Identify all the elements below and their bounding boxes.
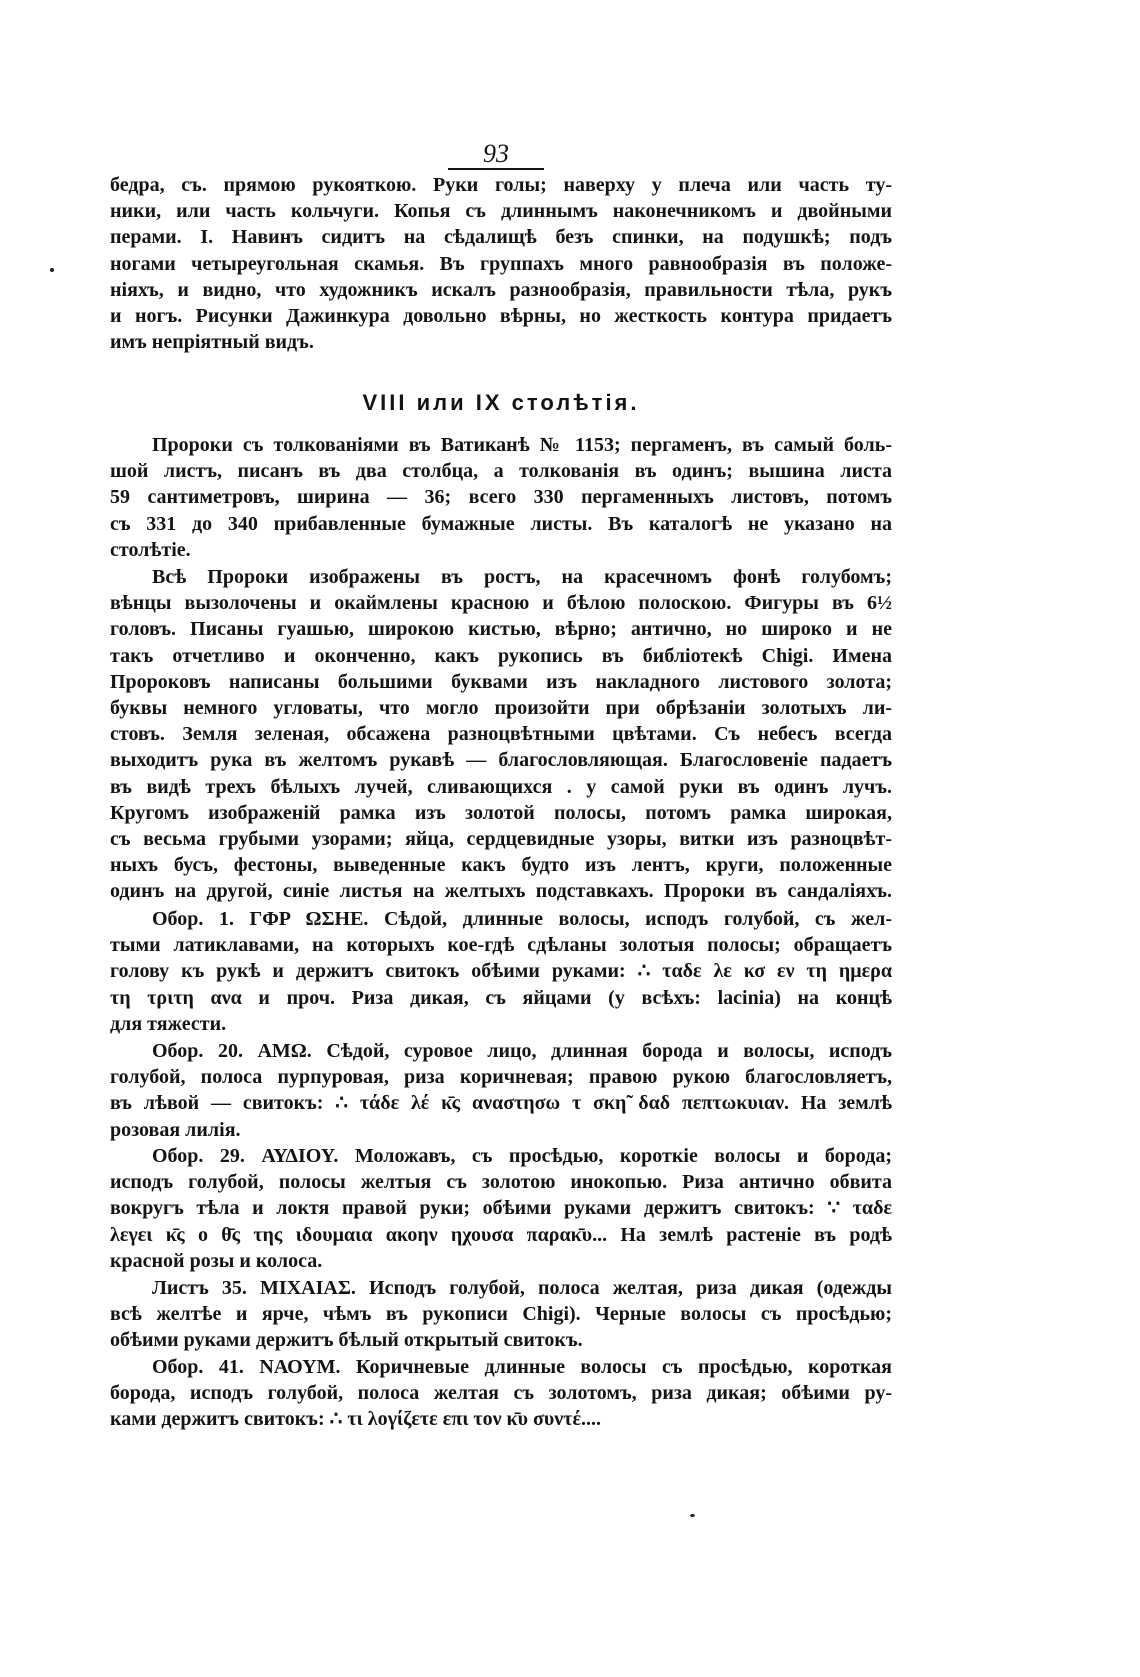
text-line: вѣнцы вызолочены и окаймлены красною и бѣлою полоскою. Фигуры въ 6½ [110,592,892,615]
text-line: 59 сантиметровъ, ширина — 36; всего 330 пергаменныхъ листовъ, потомъ [110,486,892,509]
text-line: Пророки съ толкованіями въ Ватиканѣ № 1153; пергаменъ, въ самый боль- [152,434,892,456]
paragraph-4 [110,906,892,1037]
text-line: тыми латиклавами, на которыхъ кое-гдѣ сдѣланы золотыя полосы; обращаетъ [110,934,892,957]
paragraph-2 [110,432,892,563]
text-line: для тяжести. [110,1012,227,1035]
text-line: Кругомъ изображеній рамка изъ золотой полосы, потомъ рамка широкая, [110,801,892,824]
section-heading: VIII или IX столѣтія. [362,390,640,415]
text-line: обѣими руками держитъ бѣлый открытый свитокъ. [110,1329,583,1352]
text-line: Обор. 29. ΑΥΔΙΟΥ. Моложавъ, съ просѣдью, короткіе волосы и борода; [152,1145,892,1167]
text-line: λεγει κ̄ς ο θ̄ς της ιδουμαια ακοην ηχουσα παρακ̄υ... На землѣ растеніе въ родѣ [110,1223,892,1246]
text-line: Обор. 1. ΓΦΡ ΩΣΗΕ. Сѣдой, длинные волосы, исподъ голубой, съ жел- [152,908,892,930]
text-line: вокругъ тѣла и локтя правой руки; обѣими руками держитъ свитокъ: ∵ ταδε [110,1197,892,1220]
text-line: ками держитъ свитокъ: ∴ τι λογίζετε επι τον κ̄υ συντέ.... [110,1408,601,1431]
text-line: бедра, съ. прямою рукояткою. Руки голы; наверху у плеча или часть ту- [110,174,892,196]
text-line: столѣтіе. [110,538,191,561]
text-line: въ видѣ трехъ бѣлыхъ лучей, сливающихся . у самой руки въ одинъ лучъ. [110,775,892,798]
text-line: въ лѣвой — свитокъ: ∴ τάδε λέ κ̄ς αναστησω τ σκη̃ δαδ πεπτωκυιαν. На землѣ [110,1092,892,1115]
text-line: и ногъ. Рисунки Дажинкура довольно вѣрны, но жесткость контура придаетъ [110,304,892,327]
text-line: стовъ. Земля зеленая, обсажена разноцвѣтными цвѣтами. Съ небесъ всегда [110,723,892,746]
text-line: головъ. Писаны гуашью, широкою кистью, вѣрно; антично, но широко и не [110,618,892,641]
text-line: голубой, полоса пурпуровая, риза коричневая; правою рукою благословляетъ, [110,1066,892,1089]
text-line: красной розы и колоса. [110,1249,323,1272]
text-line: ногами четыреугольная скамья. Въ группахъ много равнообразія въ положе- [110,252,892,275]
paragraph-1 [110,172,892,355]
text-line: голову къ рукѣ и держитъ свитокъ обѣими руками: ∴ ταδε λε κσ εν τη ημερα [110,960,892,983]
paragraph-7 [110,1275,892,1354]
text-line: перами. І. Навинъ сидитъ на сѣдалищѣ безъ спинки, на подушкѣ; подъ [110,226,892,249]
text-line: всѣ желтѣе и ярче, чѣмъ въ рукописи Chigi). Черные волосы съ просѣдью; [110,1303,892,1326]
text-line: имъ непріятный видъ. [110,331,314,354]
text-line: такъ отчетливо и оконченно, какъ рукопись въ библіотекѣ Chigi. Имена [110,644,892,667]
text-line: Листъ 35. ΜΙΧΑΙΑΣ. Исподъ голубой, полоса желтая, риза дикая (одежды [152,1277,892,1299]
paragraph-8 [110,1354,892,1433]
text-line: шой листъ, писанъ въ два столбца, а толкованія въ одинъ; вышина листа [110,460,892,483]
text-line: съ весьма грубыми узорами; яйца, сердцевидные узоры, витки изъ разноцвѣт- [110,827,892,850]
text-line: Всѣ Пророки изображены въ ростъ, на красечномъ фонѣ голубомъ; [152,566,892,588]
text-line: ныхъ бусъ, фестоны, выведенные какъ будто изъ лентъ, круги, положенные [110,854,892,877]
scan-speck [690,1514,695,1517]
text-line: съ 331 до 340 прибавленные бумажные листы. Въ каталогѣ не указано на [110,512,892,535]
text-line: τη τριτη ανα и проч. Риза дикая, съ яйцами (у всѣхъ: lacinia) на концѣ [110,986,892,1009]
text-line: Обор. 41. ΝΑΟΥΜ. Коричневые длинные волосы съ просѣдью, короткая [152,1356,892,1378]
text-line: исподъ голубой, полосы желтыя съ золотою инокопью. Риза антично обвита [110,1171,892,1194]
text-line: одинъ на другой, синіе листья на желтыхъ подставкахъ. Пророки въ сандаліяхъ. [110,880,892,903]
paragraph-6 [110,1143,892,1274]
text-line: буквы немного угловаты, что могло произойти при обрѣзаніи золотыхъ ли- [110,696,892,719]
paragraph-5 [110,1038,892,1143]
text-line: Обор. 20. ΑΜΩ. Сѣдой, суровое лицо, длинная борода и волосы, исподъ [152,1040,892,1062]
scan-speck [50,268,54,272]
text-line: ніяхъ, и видно, что художникъ искалъ разнообразія, правильности тѣла, рукъ [110,278,892,301]
paragraph-3 [110,564,892,904]
text-line: ники, или часть кольчуги. Копья съ длиннымъ наконечникомъ и двойными [110,200,892,223]
page-number: 93 [448,140,544,170]
text-line: борода, исподъ голубой, полоса желтая съ золотомъ, риза дикая; обѣими ру- [110,1382,892,1405]
text-line: выходитъ рука въ желтомъ рукавѣ — благословляющая. Благословеніе падаетъ [110,749,892,772]
text-line: Пророковъ написаны большими буквами изъ накладного листового золота; [110,670,892,693]
text-line: розовая лилія. [110,1118,241,1141]
